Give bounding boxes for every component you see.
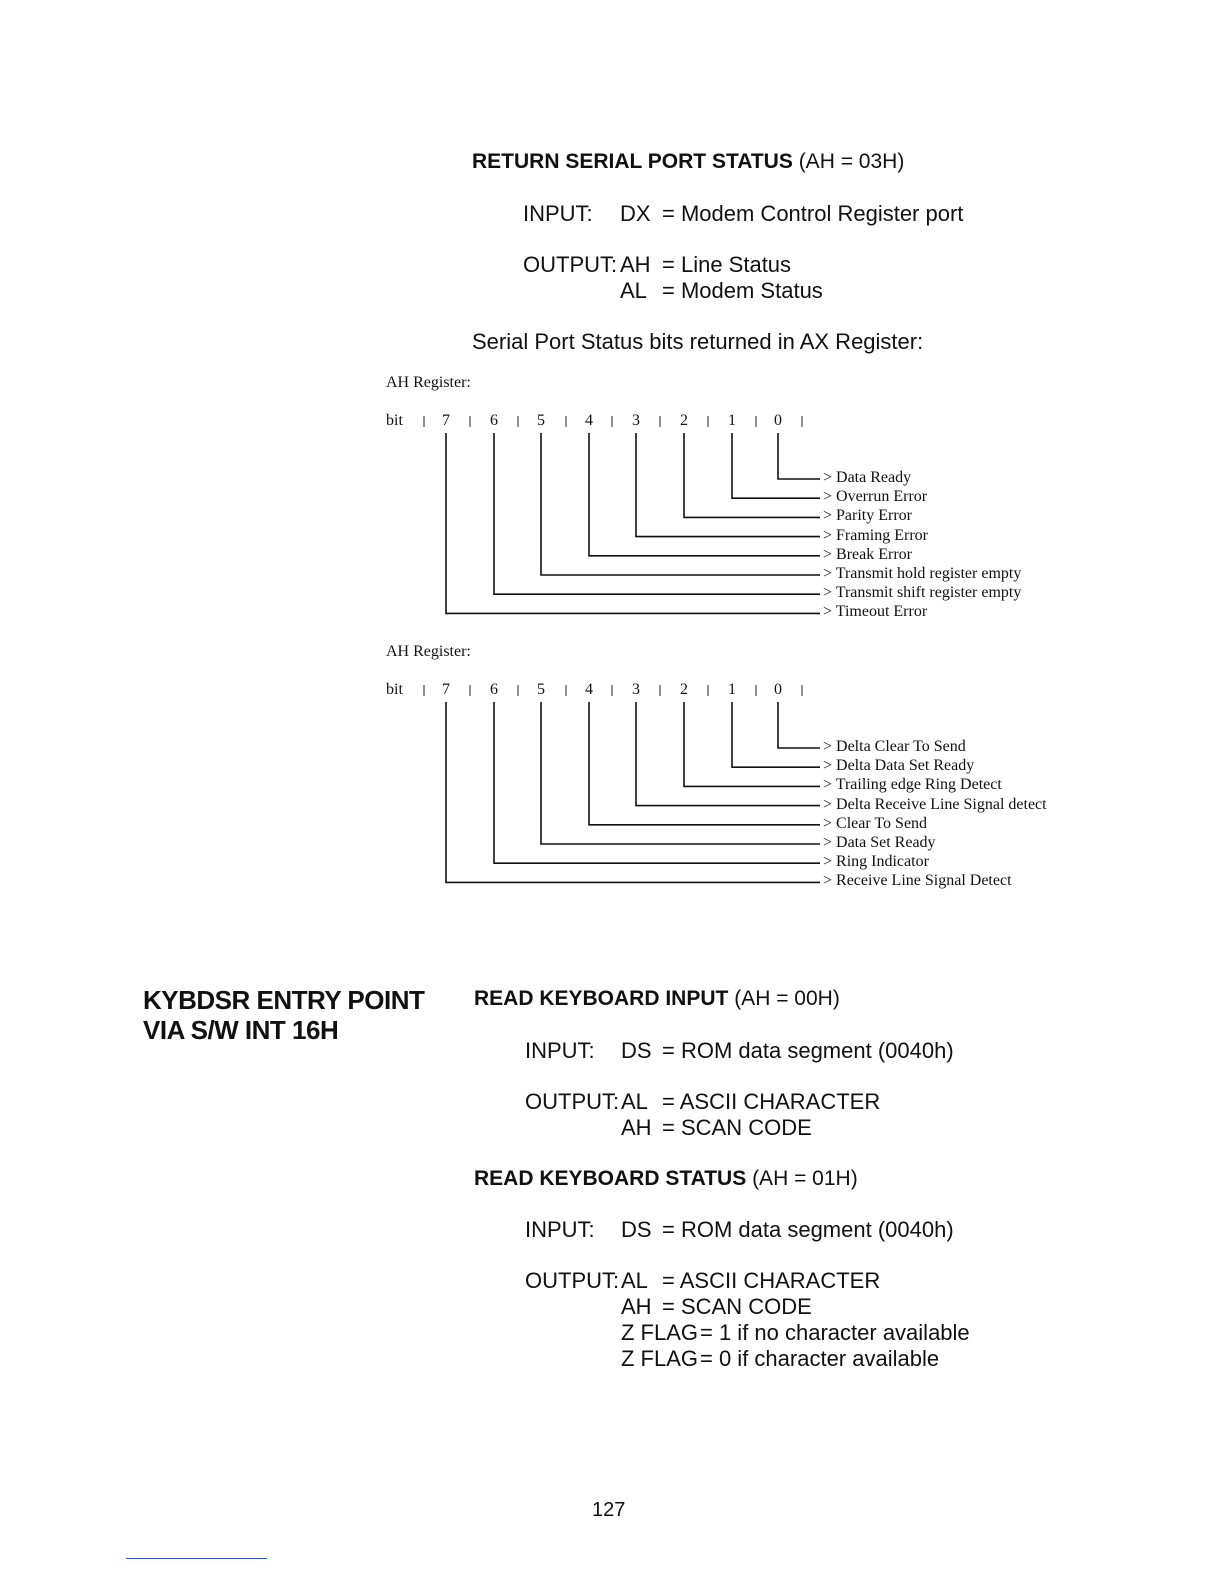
bit-2-connector — [684, 702, 820, 786]
read-input-input-desc: = ROM data segment (0040h) — [662, 1038, 954, 1063]
register-label-1: AH Register: — [386, 374, 471, 391]
bit-row-label: bit — [386, 412, 403, 429]
read-status-output-reg-4: Z FLAG — [621, 1346, 699, 1371]
bit-6-connector — [494, 702, 820, 863]
read-input-input-label: INPUT: — [525, 1038, 595, 1063]
read-input-input-reg: DS — [621, 1038, 652, 1063]
read-input-title-bold: READ KEYBOARD INPUT — [474, 987, 729, 1010]
read-status-output-reg-2: AH — [621, 1294, 652, 1319]
bit-number-7: 7 — [442, 412, 450, 429]
serial-input-reg: DX — [620, 201, 651, 226]
bit-description: > Framing Error — [823, 526, 928, 544]
bit-number-0: 0 — [774, 681, 782, 698]
read-status-output-desc-4: = 0 if character available — [700, 1346, 940, 1371]
bit-description: > Data Ready — [823, 469, 912, 486]
read-status-output-label: OUTPUT: — [525, 1268, 620, 1293]
serial-status-title-suffix: (AH = 03H) — [792, 150, 905, 173]
serial-input-label: INPUT: — [523, 201, 593, 226]
bit-number-4: 4 — [585, 681, 593, 698]
read-status-input-desc: = ROM data segment (0040h) — [662, 1217, 954, 1242]
side-heading — [143, 985, 424, 1045]
bit-0-connector — [778, 702, 820, 748]
read-input-output-reg-2: AH — [621, 1115, 652, 1140]
read-input-output-label: OUTPUT: — [525, 1089, 620, 1114]
read-status-output-reg-1: AL — [621, 1268, 648, 1293]
bit-1-connector — [732, 702, 820, 767]
side-heading-line-2: VIA S/W INT 16H — [143, 1015, 339, 1045]
read-input-title-suffix: (AH = 00H) — [728, 987, 840, 1010]
read-status-title — [474, 1166, 858, 1192]
serial-output-reg-2: AL — [620, 278, 647, 303]
bit-description: > Trailing edge Ring Detect — [823, 776, 1002, 794]
read-input-output-reg-1: AL — [621, 1089, 648, 1114]
bit-description: > Break Error — [823, 545, 912, 563]
serial-output-label: OUTPUT: — [523, 252, 618, 277]
bit-number-2: 2 — [680, 681, 688, 698]
read-status-output-desc-1: = ASCII CHARACTER — [662, 1268, 881, 1293]
side-heading-line-1: KYBDSR ENTRY POINT — [143, 985, 425, 1015]
bit-number-0: 0 — [774, 412, 782, 429]
bit-description: > Timeout Error — [823, 603, 928, 621]
read-input-output-desc-2: = SCAN CODE — [662, 1115, 812, 1140]
bit-number-3: 3 — [632, 412, 640, 429]
bit-description: > Parity Error — [823, 507, 912, 525]
serial-output-reg-1: AH — [620, 252, 651, 277]
bit-row-label: bit — [386, 681, 403, 698]
serial-output-desc-1: = Line Status — [662, 252, 792, 277]
bit-7-connector — [446, 702, 820, 882]
footer-rule — [126, 1558, 267, 1559]
bit-description: > Delta Receive Line Signal detect — [823, 795, 1047, 813]
serial-input-desc: = Modem Control Register port — [662, 201, 964, 226]
bit-number-2: 2 — [680, 412, 688, 429]
bit-description: > Clear To Send — [823, 814, 928, 832]
serial-output-desc-2: = Modem Status — [662, 278, 823, 303]
page-number: 127 — [592, 1499, 626, 1521]
bit-description: > Overrun Error — [823, 488, 928, 506]
read-status-output-desc-2: = SCAN CODE — [662, 1294, 812, 1319]
read-status-title-suffix: (AH = 01H) — [746, 1167, 858, 1190]
read-input-output-desc-1: = ASCII CHARACTER — [662, 1089, 881, 1114]
bit-number-1: 1 — [728, 681, 736, 698]
read-status-title-bold: READ KEYBOARD STATUS — [474, 1167, 747, 1190]
bit-description: > Receive Line Signal Detect — [823, 872, 1012, 890]
bit-number-6: 6 — [490, 681, 498, 698]
serial-status-title-bold: RETURN SERIAL PORT STATUS — [472, 150, 793, 173]
bit-description: > Delta Data Set Ready — [823, 757, 975, 775]
bit-number-5: 5 — [537, 412, 545, 429]
bits-caption: Serial Port Status bits returned in AX Register: — [472, 329, 924, 354]
register-label-2: AH Register: — [386, 643, 471, 660]
read-input-title — [474, 986, 840, 1012]
bit-description: > Ring Indicator — [823, 853, 929, 871]
read-status-input-label: INPUT: — [525, 1217, 595, 1242]
bit-description: > Data Set Ready — [823, 834, 936, 851]
bit-3-connector — [636, 702, 820, 806]
read-status-output-reg-3: Z FLAG — [621, 1320, 699, 1345]
bit-description: > Delta Clear To Send — [823, 738, 966, 755]
bit-number-6: 6 — [490, 412, 498, 429]
bit-number-1: 1 — [728, 412, 736, 429]
bit-number-5: 5 — [537, 681, 545, 698]
read-status-input-reg: DS — [621, 1217, 652, 1242]
read-status-output-desc-3: = 1 if no character available — [700, 1320, 970, 1345]
bit-number-7: 7 — [442, 681, 450, 698]
bit-number-4: 4 — [585, 412, 593, 429]
bit-description: > Transmit hold register empty — [823, 565, 1022, 582]
bit-description: > Transmit shift register empty — [823, 584, 1022, 602]
bit-number-3: 3 — [632, 681, 640, 698]
